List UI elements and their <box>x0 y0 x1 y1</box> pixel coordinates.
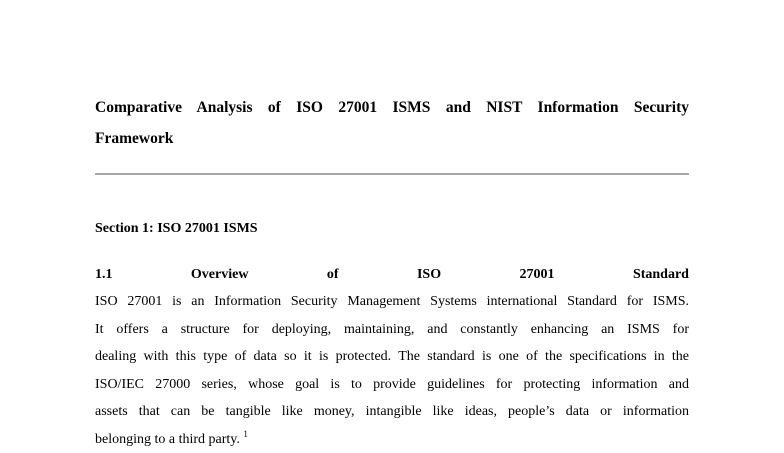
paragraph-line: ISO 27001 is an Information Security Management Systems international Standard for ISMS. <box>95 288 689 316</box>
paragraph-line: It offers a structure for deploying, maintaining, and constantly enhancing an ISMS for <box>95 316 689 344</box>
subheading-number: 1.1 <box>95 265 113 285</box>
subheading-word: ISO <box>417 265 441 285</box>
document-title-line-2: Framework <box>95 123 689 154</box>
horizontal-rule <box>95 173 689 175</box>
subheading-word: of <box>327 265 339 285</box>
paragraph-line: ISO/IEC 27000 series, whose goal is to provide guidelines for protecting information and <box>95 371 689 399</box>
footnote-marker: 1 <box>243 429 248 439</box>
paragraph-line: assets that can be tangible like money, intangible like ideas, people’s data or information <box>95 398 689 426</box>
subheading-word: Overview <box>191 265 249 285</box>
document-title-line-1: Comparative Analysis of ISO 27001 ISMS and NIST Information Security <box>95 92 689 123</box>
subsection-heading <box>95 265 689 285</box>
subheading-word: 27001 <box>520 265 555 285</box>
paragraph-line-text: belonging to a third party. <box>95 432 240 447</box>
document-title <box>95 92 689 154</box>
body-paragraph <box>95 288 689 453</box>
document-page <box>95 0 689 441</box>
paragraph-line: dealing with this type of data so it is protected. The standard is one of the specifications in the <box>95 343 689 371</box>
section-heading: Section 1: ISO 27001 ISMS <box>95 219 258 239</box>
paragraph-line-last <box>95 426 689 453</box>
subheading-word: Standard <box>633 265 689 285</box>
